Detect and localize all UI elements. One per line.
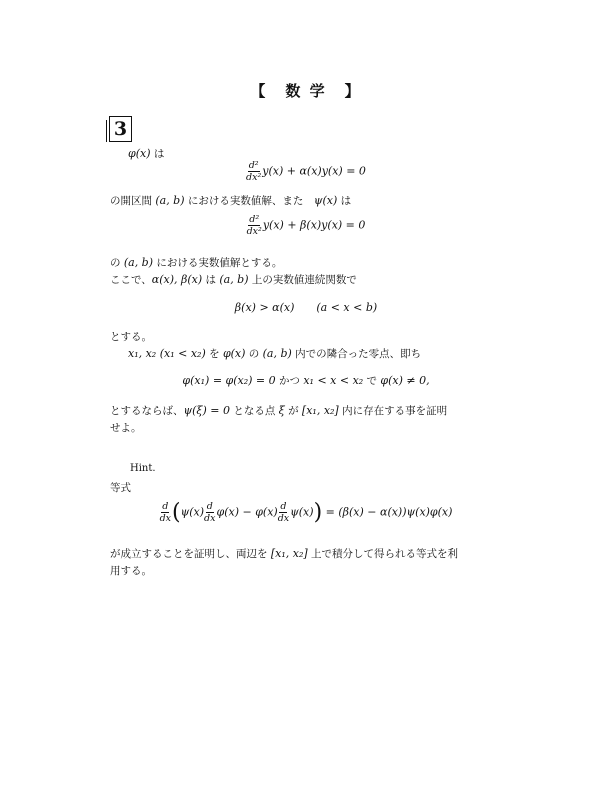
problem-number-box: 3 [109,116,132,142]
text-segment: の [110,257,124,269]
hint-line-3 [110,563,152,578]
frac-numerator: d [162,501,169,512]
fraction-d-dx [160,501,171,524]
hint-heading: Hint. [130,463,156,474]
text-segment: で [363,375,381,387]
text-segment: は [337,195,352,207]
math-segment: φ(x₁) = φ(x₂) = 0 [182,374,276,387]
text-segment: における実数値解とする。 [153,257,283,269]
math-segment: ψ(ξ) = 0 [183,404,230,417]
text-ha: は [150,148,165,160]
frac-denominator: dx [159,513,172,524]
line-3 [110,255,282,270]
math-segment: φ(x) ≠ 0, [380,374,430,387]
text-segment: が [284,405,302,417]
line-2 [110,193,351,208]
text-segment: は [202,274,220,286]
math-segment: ψ(x) [290,505,314,519]
text-segment: せよ。 [110,422,142,434]
paren-open: ( [172,500,181,525]
frac-denominator: dx [204,513,216,524]
text-segment: 上の実数値連続関数で [248,274,357,286]
text-segment: を [205,348,223,360]
text-segment: 内での隣合った零点、即ち [291,348,422,360]
eq1-rest: y(x) + α(x)y(x) = 0 [262,164,366,178]
math-phi: φ(x) [128,147,151,160]
math-segment: α(x), β(x) [151,273,203,286]
title-bracket-left: 【 [250,82,268,100]
line-6 [128,346,421,361]
title-bracket-right: 】 [344,82,362,100]
frac-numerator: d [280,501,287,512]
title-text: 数 学 [285,82,327,100]
page-title [0,80,612,101]
math-segment: (a, b) [123,256,154,269]
math-segment: ξ [278,404,285,417]
math-segment: (a, b) [219,273,249,286]
math-segment: φ(x) − φ(x) [216,505,278,519]
text-segment: 上で積分して得られる等式を利 [307,548,458,560]
math-segment: [x₁, x₂] [270,547,308,560]
text-segment: とする。 [110,331,152,343]
eq3-math: β(x) > α(x) (a < x < b) [234,301,378,314]
equation-4 [0,373,612,388]
text-segment: とするならば、 [110,405,184,417]
text-segment: となる点 [229,405,279,417]
fraction-d2-dx2 [247,214,262,237]
frac-numerator: d² [248,160,259,171]
text-segment: が成立することを証明し、両辺を [110,548,271,560]
frac-denominator: dx² [246,226,262,237]
line-1 [128,146,164,161]
frac-numerator: d² [249,214,260,225]
equation-2 [0,214,612,237]
math-segment: [x₁, x₂] [301,404,339,417]
fraction-d2-dx2 [246,160,261,183]
hint-line-1 [110,480,131,495]
eq2-rest: y(x) + β(x)y(x) = 0 [262,218,366,232]
math-segment: φ(x) [222,347,246,360]
line-4 [110,272,357,287]
math-segment: = (β(x) − α(x))ψ(x)φ(x) [322,505,453,519]
paren-close: ) [313,500,323,525]
line-8 [110,420,142,435]
text-segment: の開区間 [110,195,156,207]
text-segment: ここで、 [110,274,152,286]
fraction-d-dx [204,501,215,524]
equation-5 [0,500,612,525]
equation-1 [0,160,612,183]
frac-denominator: dx [277,513,290,524]
fraction-d-dx [278,501,289,524]
text-segment: 用する。 [110,565,152,577]
math-segment: ψ(x) [180,505,205,519]
text-segment: における実数値解、また [184,195,314,207]
text-segment: 内に存在する事を証明 [338,405,448,417]
frac-denominator: dx² [246,172,262,183]
math-segment: x₁ < x < x₂ [303,374,364,387]
hint-line-2 [110,546,458,561]
frac-numerator: d [206,501,213,512]
line-7 [110,403,447,418]
math-segment: (a, b) [262,347,292,360]
math-segment: (a, b) [155,194,185,207]
text-segment: の [245,348,263,360]
math-segment: x₁, x₂ (x₁ < x₂) [128,347,206,360]
line-5 [110,329,152,344]
equation-3 [0,299,612,315]
text-segment: 等式 [110,482,131,494]
math-segment: ψ(x) [313,194,338,207]
text-segment: かつ [275,375,304,387]
